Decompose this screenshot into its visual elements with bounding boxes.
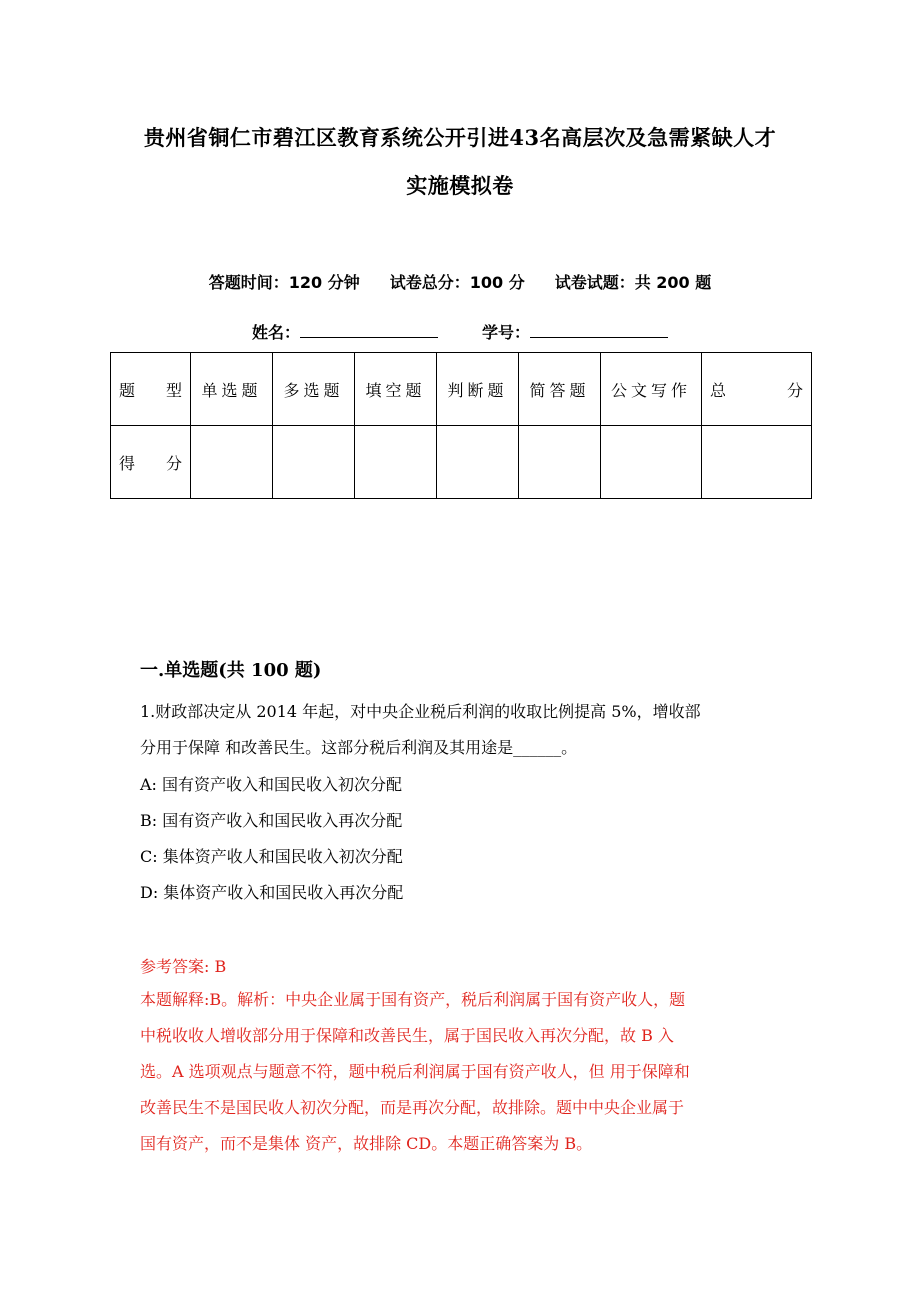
id-label: 学号： <box>482 323 531 342</box>
header-type-char1: 题 <box>119 380 136 400</box>
option-a[interactable]: A: 国有资产收入和国民收入初次分配 <box>140 775 403 794</box>
question-stem <box>140 694 780 766</box>
header-total-char2: 分 <box>786 380 803 400</box>
score-cell-true-false[interactable] <box>437 426 519 499</box>
header-single-choice: 单选题 <box>191 353 273 426</box>
score-table-header-row <box>111 353 812 426</box>
row-label-char1: 得 <box>119 453 136 473</box>
score-cell-short-answer[interactable] <box>519 426 601 499</box>
option-b[interactable]: B: 国有资产收入和国民收入再次分配 <box>140 811 403 830</box>
option-c[interactable]: C: 集体资产收人和国民收入初次分配 <box>140 847 403 866</box>
header-multiple-choice: 多选题 <box>273 353 355 426</box>
name-label: 姓名： <box>251 323 300 342</box>
reference-answer: 参考答案: B <box>140 957 227 976</box>
score-table-score-row <box>111 426 812 499</box>
header-question-type <box>111 353 191 426</box>
header-total-char1: 总 <box>710 380 727 400</box>
score-cell-total[interactable] <box>702 426 812 499</box>
section-title: 一.单选题(共 100 题) <box>140 660 322 681</box>
id-blank[interactable] <box>530 321 668 338</box>
answer-explanation <box>140 982 780 1162</box>
question-stem-line2: 分用于保障 和改善民生。这部分税后利润及其用途是______。 <box>140 738 578 757</box>
header-total <box>702 353 812 426</box>
option-d[interactable]: D: 集体资产收入和国民收入再次分配 <box>140 883 404 902</box>
name-blank[interactable] <box>300 321 438 338</box>
score-cell-official-writing[interactable] <box>601 426 702 499</box>
exam-time: 答题时间：120 分钟 <box>208 273 360 292</box>
header-official-writing: 公文写作 <box>601 353 702 426</box>
row-label-char2: 分 <box>165 453 182 473</box>
score-cell-multiple-choice[interactable] <box>273 426 355 499</box>
explanation-line2: 中税收收人增收部分用于保障和改善民生，属于国民收入再次分配，故 B 入 <box>140 1026 674 1045</box>
score-table <box>110 352 812 499</box>
exam-title-line2: 实施模拟卷 <box>406 173 514 198</box>
candidate-info <box>0 320 920 343</box>
score-cell-fill-blank[interactable] <box>355 426 437 499</box>
row-label-score <box>111 426 191 499</box>
explanation-line4: 改善民生不是国民收人初次分配，而是再次分配，故排除。题中中央企业属于 <box>140 1098 685 1117</box>
question-stem-line1: 1.财政部决定从 2014 年起，对中央企业税后利润的收取比例提高 5%，增收部 <box>140 702 701 721</box>
score-cell-single-choice[interactable] <box>191 426 273 499</box>
exam-meta <box>0 270 920 293</box>
explanation-line5: 国有资产，而不是集体 资产，故排除 CD。本题正确答案为 B。 <box>140 1134 593 1153</box>
exam-title-line1: 贵州省铜仁市碧江区教育系统公开引进43名高层次及急需紧缺人才 <box>143 125 777 150</box>
header-true-false: 判断题 <box>437 353 519 426</box>
header-fill-blank: 填空题 <box>355 353 437 426</box>
header-short-answer: 简答题 <box>519 353 601 426</box>
explanation-line1: 本题解释:B。解析：中央企业属于国有资产，税后利润属于国有资产收人，题 <box>140 990 686 1009</box>
header-type-char2: 型 <box>165 380 182 400</box>
explanation-line3: 选。A 选项观点与题意不符，题中税后利润属于国有资产收人，但 用于保障和 <box>140 1062 690 1081</box>
exam-total-questions: 试卷试题：共 200 题 <box>554 273 712 292</box>
exam-total-score: 试卷总分：100 分 <box>389 273 525 292</box>
